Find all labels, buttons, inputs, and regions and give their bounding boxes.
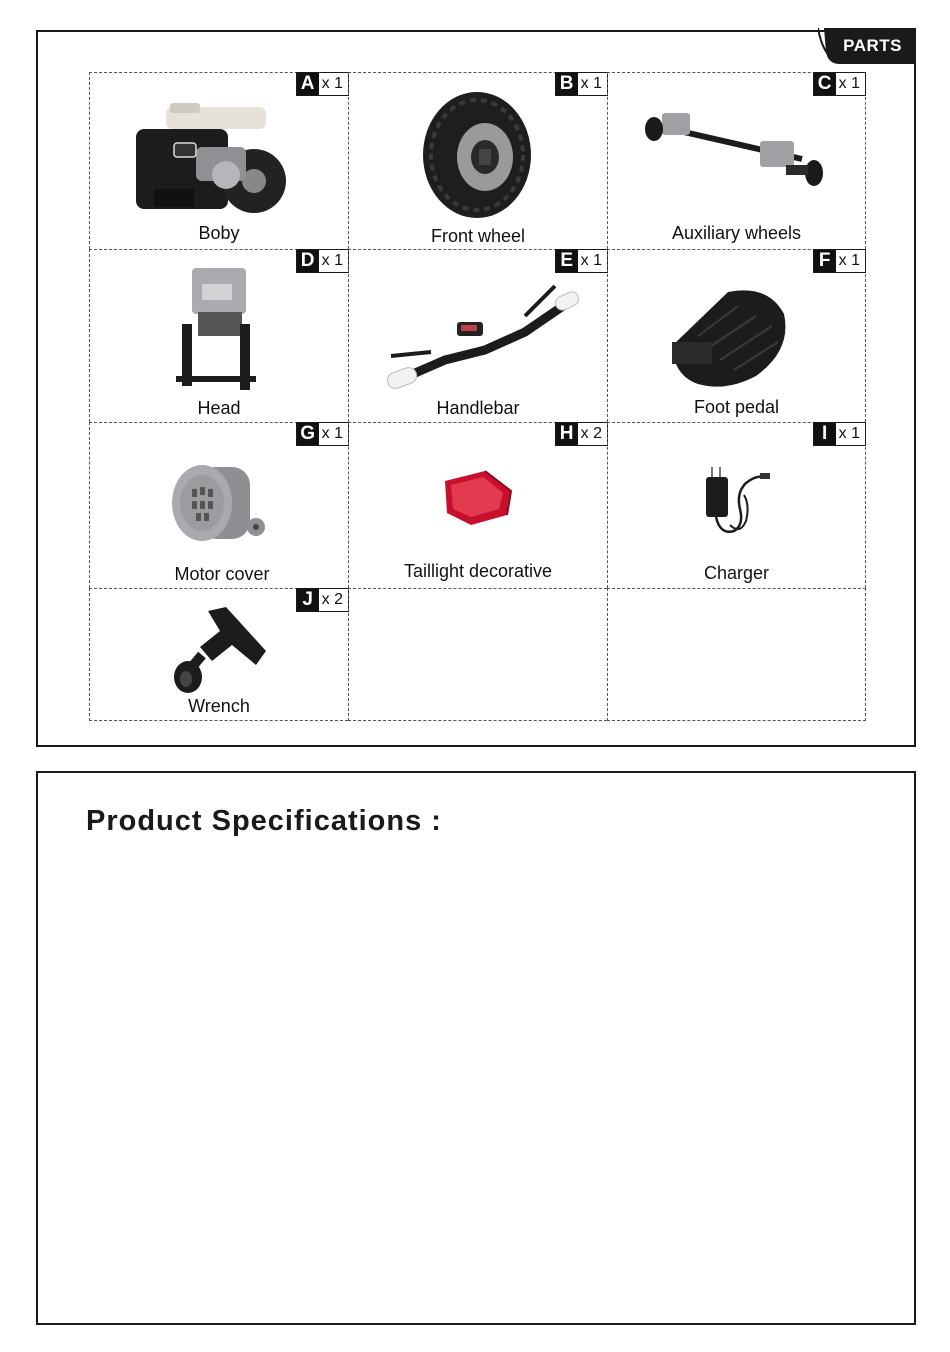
- part-cell-a: [89, 72, 348, 249]
- parts-grid: [89, 72, 866, 721]
- part-letter: J: [297, 589, 319, 611]
- part-qty: x 1: [321, 252, 343, 269]
- part-cell-c: [607, 72, 866, 249]
- part-name: Handlebar: [436, 398, 520, 418]
- part-name: Taillight decorative: [403, 561, 553, 581]
- part-cell-i: [607, 422, 866, 588]
- part-cell-j: [89, 588, 348, 721]
- parts-panel: [36, 30, 916, 747]
- part-letter: A: [297, 73, 319, 95]
- part-badge: [555, 72, 608, 96]
- part-letter: G: [297, 423, 319, 445]
- part-badge: [296, 249, 349, 273]
- part-cell-e: [348, 249, 607, 422]
- specifications-title: Product Specifications :: [86, 805, 442, 837]
- part-badge: [296, 588, 349, 612]
- part-qty: x 2: [580, 425, 602, 442]
- motor-cover-icon: [170, 461, 270, 547]
- part-cell-f: [607, 249, 866, 422]
- part-badge: [555, 249, 608, 273]
- part-qty: x 1: [838, 75, 860, 92]
- part-cell-h: [348, 422, 607, 588]
- part-name: Motor cover: [174, 564, 270, 584]
- part-letter: F: [814, 250, 836, 272]
- part-name: Charger: [703, 563, 770, 583]
- part-cell-g: [89, 422, 348, 588]
- part-letter: I: [814, 423, 836, 445]
- part-cell-d: [89, 249, 348, 422]
- empty-cell: [607, 588, 866, 721]
- part-qty: x 1: [321, 75, 343, 92]
- part-badge: [555, 422, 608, 446]
- tab-label: PARTS: [843, 36, 902, 55]
- part-cell-b: [348, 72, 607, 249]
- wheel-icon: [421, 91, 533, 221]
- part-badge: [296, 422, 349, 446]
- part-qty: x 1: [838, 252, 860, 269]
- part-badge: [296, 72, 349, 96]
- part-name: Head: [197, 398, 241, 418]
- part-badge: [813, 249, 866, 273]
- empty-cell: [348, 588, 607, 721]
- charger-icon: [700, 465, 772, 539]
- part-letter: B: [556, 73, 578, 95]
- motorcycle-body-icon: [126, 101, 286, 219]
- wrench-icon: [170, 605, 270, 699]
- part-letter: C: [814, 73, 836, 95]
- part-letter: E: [556, 250, 578, 272]
- part-letter: D: [297, 250, 319, 272]
- part-badge: [813, 72, 866, 96]
- part-name: Auxiliary wheels: [671, 223, 802, 243]
- taillight-icon: [441, 469, 517, 529]
- specifications-panel: [36, 771, 916, 1325]
- part-qty: x 1: [321, 425, 343, 442]
- part-badge: [813, 422, 866, 446]
- part-name: Boby: [198, 223, 240, 243]
- part-qty: x 2: [321, 591, 343, 608]
- foot-pedal-icon: [668, 286, 794, 390]
- part-qty: x 1: [580, 252, 602, 269]
- parts-tab: [818, 28, 916, 64]
- part-name: Front wheel: [430, 226, 526, 246]
- part-name: Wrench: [188, 696, 250, 716]
- handlebar-icon: [385, 282, 581, 394]
- part-letter: H: [556, 423, 578, 445]
- part-name: Foot pedal: [693, 397, 780, 417]
- part-qty: x 1: [838, 425, 860, 442]
- head-fork-icon: [170, 264, 262, 394]
- part-qty: x 1: [580, 75, 602, 92]
- auxiliary-wheels-icon: [642, 107, 832, 191]
